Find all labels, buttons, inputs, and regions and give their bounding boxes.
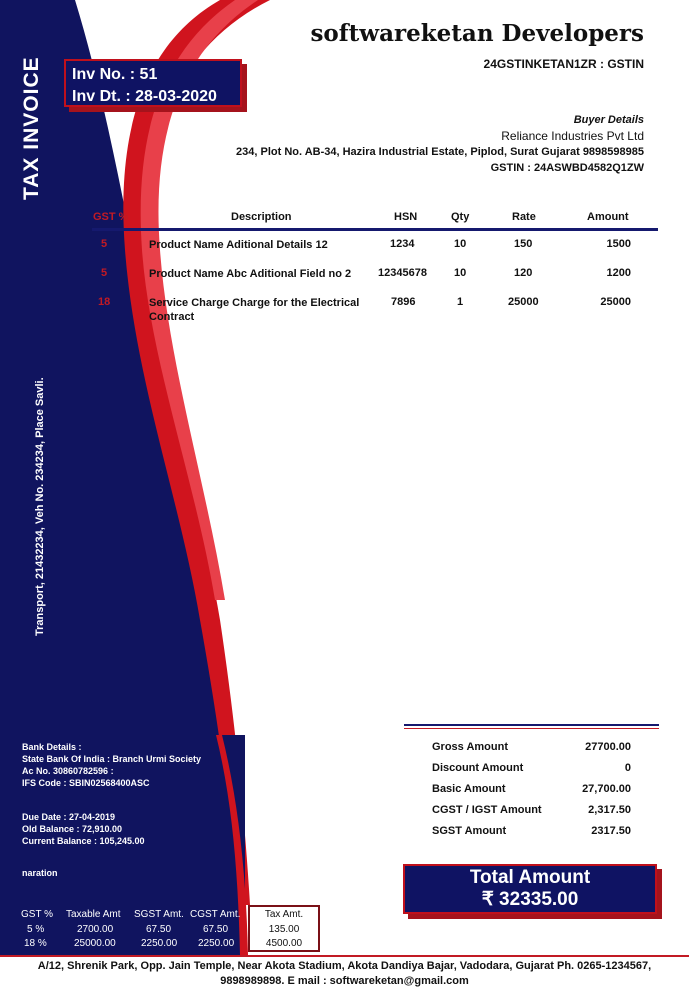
cgst-amount-value: 2,317.50 (588, 804, 631, 816)
row-amount: 1500 (606, 238, 631, 250)
invoice-date: Inv Dt. : 28-03-2020 (72, 88, 217, 105)
footer-address (0, 959, 689, 989)
row-description: Product Name Aditional Details 12 (149, 239, 328, 251)
header-rate: Rate (512, 211, 536, 223)
invoice-number: Inv No. : 51 (72, 66, 158, 83)
tax-row-cgst: 67.50 (203, 924, 229, 935)
bank-account: Ac No. 30860782596 : (22, 766, 114, 776)
row-rate: 120 (514, 267, 533, 279)
tax-summary-header-taxable: Taxable Amt (66, 909, 121, 920)
invoice-number-box (64, 59, 242, 107)
due-details (22, 811, 145, 847)
basic-amount-value: 27,700.00 (582, 783, 631, 795)
tax-summary-header-gst: GST % (21, 909, 54, 920)
row-amount: 1200 (606, 267, 631, 279)
tax-row-tax: 4500.00 (265, 938, 303, 949)
footer-divider (0, 955, 689, 957)
tax-invoice-title: TAX INVOICE (20, 56, 43, 200)
tax-row-taxable: 25000.00 (74, 938, 116, 949)
bank-heading: Bank Details : (22, 742, 82, 752)
row-rate: 25000 (508, 296, 539, 308)
due-date: Due Date : 27-04-2019 (22, 812, 116, 822)
buyer-address: 234, Plot No. AB-34, Hazira Industrial Estate, Piplod, Surat Gujarat 9898598985 (236, 146, 644, 158)
grand-total-box (403, 864, 657, 914)
company-name: softwareketan Developers (310, 20, 644, 47)
gross-amount-label: Gross Amount (432, 741, 508, 753)
seller-gstin: 24GSTINKETAN1ZR : GSTIN (483, 57, 644, 71)
buyer-label: Buyer Details (573, 114, 644, 126)
discount-amount-label: Discount Amount (432, 762, 524, 774)
tax-row-gst: 5 % (27, 924, 45, 935)
tax-summary-header-sgst: SGST Amt. (134, 909, 184, 920)
grand-total-label: Total Amount (469, 867, 591, 888)
row-gst: 5 (101, 238, 108, 250)
row-hsn: 7896 (391, 296, 416, 308)
tax-summary-header-cgst: CGST Amt. (190, 909, 241, 920)
row-qty: 10 (454, 267, 467, 279)
row-description: Service Charge Charge for the Electrical Contract (149, 297, 360, 323)
table-header-divider (92, 228, 658, 231)
header-gst: GST % (93, 211, 129, 223)
row-amount: 25000 (600, 296, 631, 308)
row-qty: 10 (454, 238, 467, 250)
row-qty: 1 (457, 296, 464, 308)
row-gst: 5 (101, 267, 108, 279)
buyer-gstin: GSTIN : 24ASWBD4582Q1ZW (490, 162, 644, 174)
header-hsn: HSN (394, 211, 418, 223)
sgst-amount-value: 2317.50 (591, 825, 631, 837)
buyer-details (236, 112, 644, 176)
discount-amount-value: 0 (624, 762, 631, 774)
totals-divider (404, 724, 659, 726)
row-description: Product Name Abc Aditional Field no 2 (149, 268, 352, 280)
bank-ifsc: IFS Code : SBIN02568400ASC (22, 778, 150, 788)
header-description: Description (231, 211, 292, 223)
row-hsn: 1234 (390, 238, 415, 250)
tax-row-tax: 135.00 (268, 924, 300, 935)
tax-summary-header-tax: Tax Amt. (264, 909, 304, 920)
row-hsn: 12345678 (378, 267, 427, 279)
tax-row-cgst: 2250.00 (198, 938, 235, 949)
bank-name: State Bank Of India : Branch Urmi Society (22, 754, 202, 764)
grand-total-value: ₹ 32335.00 (481, 889, 579, 910)
cgst-amount-label: CGST / IGST Amount (432, 804, 542, 816)
bank-details (22, 741, 201, 789)
tax-row-taxable: 2700.00 (77, 924, 114, 935)
naration: naration (22, 868, 58, 878)
totals-divider-accent (404, 728, 659, 729)
current-balance: Current Balance : 105,245.00 (22, 836, 145, 846)
old-balance: Old Balance : 72,910.00 (22, 824, 123, 834)
sgst-amount-label: SGST Amount (432, 825, 507, 837)
tax-row-sgst: 67.50 (146, 924, 172, 935)
footer-line-1: A/12, Shrenik Park, Opp. Jain Temple, Near Akota Stadium, Akota Dandiya Bajar, Vadodara, Gujarat Ph. 0265-1234567, (37, 960, 652, 972)
transport-info: Transport, 21432234, Veh No. 234234, Place Savli. (34, 377, 46, 636)
tax-row-sgst: 2250.00 (141, 938, 178, 949)
header-qty: Qty (451, 211, 470, 223)
tax-row-gst: 18 % (24, 938, 47, 949)
gross-amount-value: 27700.00 (585, 741, 631, 753)
basic-amount-label: Basic Amount (432, 783, 506, 795)
footer-line-2: 9898989898. E mail : softwareketan@gmail.com (220, 975, 469, 987)
row-rate: 150 (514, 238, 533, 250)
header-amount: Amount (587, 211, 629, 223)
buyer-name: Reliance Industries Pvt Ltd (501, 129, 644, 143)
row-gst: 18 (98, 296, 111, 308)
